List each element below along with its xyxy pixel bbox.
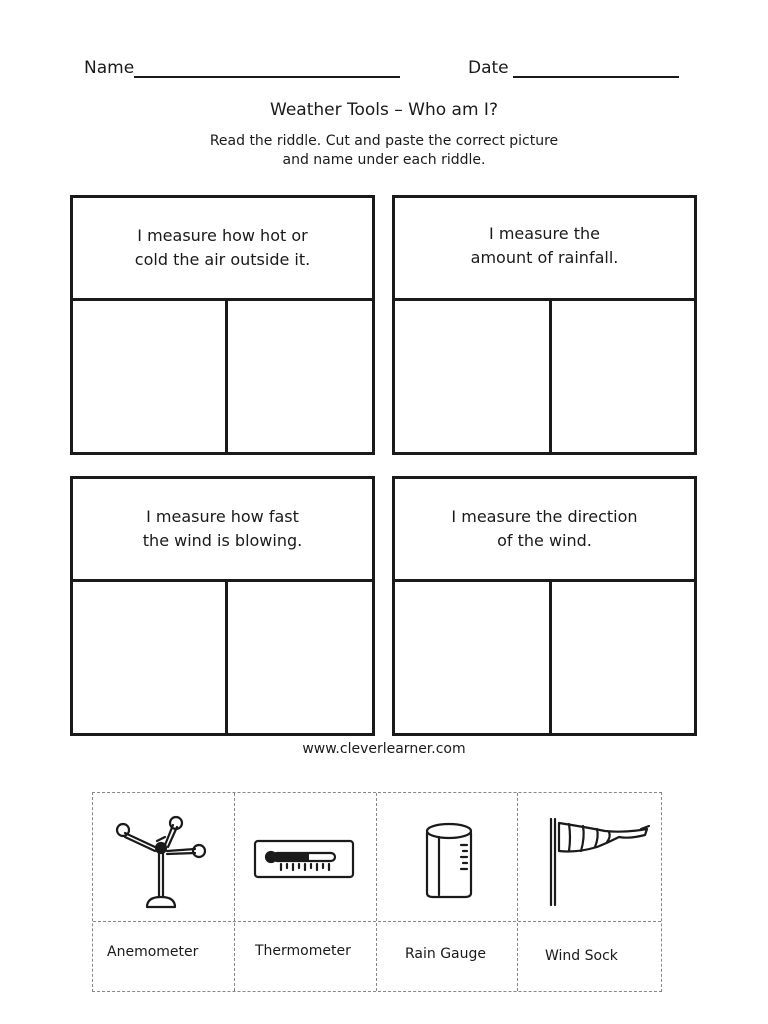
tool-name-rain-gauge[interactable]: Rain Gauge: [405, 946, 487, 962]
riddle-line: of the wind.: [497, 531, 592, 550]
name-line[interactable]: [134, 58, 400, 78]
instructions: [0, 132, 768, 170]
instructions-line-2: and name under each riddle.: [282, 152, 486, 168]
riddle-box-rain-gauge: [392, 195, 697, 455]
date-label: Date: [468, 58, 509, 78]
rain-gauge-icon[interactable]: [421, 821, 477, 901]
riddle-box-wind-sock: [392, 476, 697, 736]
riddle-box-thermometer: [70, 195, 375, 455]
riddle-box-anemometer: [70, 476, 375, 736]
riddle-line: the wind is blowing.: [142, 531, 303, 550]
paste-picture-area[interactable]: [395, 582, 549, 733]
wind-sock-icon[interactable]: [545, 817, 655, 907]
riddle-text: [73, 198, 372, 298]
paste-name-area[interactable]: [228, 582, 372, 733]
date-line[interactable]: [513, 58, 679, 78]
name-field[interactable]: [84, 58, 400, 78]
riddle-line: I measure how hot or: [137, 226, 308, 245]
website-url: www.cleverlearner.com: [302, 741, 466, 757]
cut-line-vertical: [376, 793, 377, 991]
riddle-line: I measure the direction: [451, 507, 638, 526]
instructions-line-1: Read the riddle. Cut and paste the correct picture: [209, 133, 559, 149]
cut-line-vertical: [517, 793, 518, 991]
cutout-strip: [92, 792, 662, 992]
tool-name-wind-sock[interactable]: Wind Sock: [545, 948, 618, 964]
thermometer-icon[interactable]: [253, 838, 357, 880]
cut-line-horizontal: [93, 921, 661, 922]
paste-picture-area[interactable]: [395, 301, 549, 452]
paste-picture-area[interactable]: [73, 582, 225, 733]
riddle-text: [395, 198, 694, 294]
paste-name-area[interactable]: [552, 301, 694, 452]
riddle-line: amount of rainfall.: [470, 248, 619, 267]
riddle-line: I measure how fast: [146, 507, 299, 526]
riddle-text: [395, 479, 694, 579]
tool-name-thermometer[interactable]: Thermometer: [255, 943, 351, 959]
page-title: Weather Tools – Who am I?: [270, 100, 498, 120]
riddle-line: cold the air outside it.: [134, 250, 311, 269]
paste-name-area[interactable]: [552, 582, 694, 733]
date-field[interactable]: [468, 58, 679, 78]
riddle-text: [73, 479, 372, 579]
name-label: Name: [84, 58, 135, 78]
riddle-line: I measure the: [489, 224, 600, 243]
paste-name-area[interactable]: [228, 301, 372, 452]
paste-picture-area[interactable]: [73, 301, 225, 452]
cut-line-vertical: [234, 793, 235, 991]
anemometer-icon[interactable]: [111, 815, 221, 915]
tool-name-anemometer[interactable]: Anemometer: [107, 944, 199, 960]
